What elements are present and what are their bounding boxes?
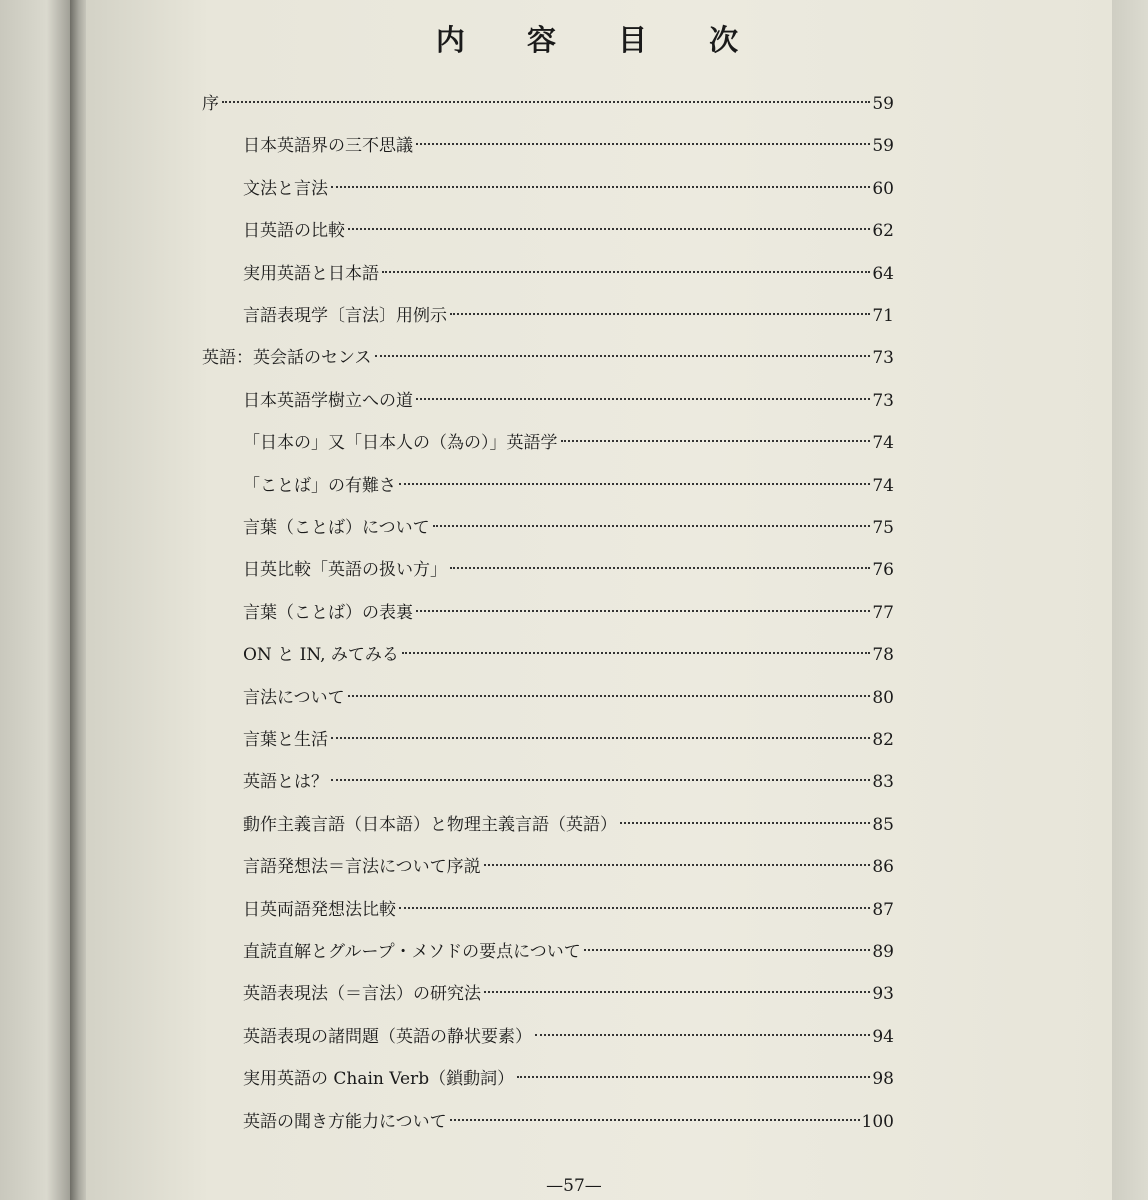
toc-entry-label: 日英両語発想法比較 [243, 899, 396, 920]
dot-leader [416, 143, 870, 145]
toc-entry-label: 言葉（ことば）について [243, 518, 430, 538]
toc-entry-label: 直読直解とグループ・メソドの要点について [243, 942, 581, 962]
toc-entry-page-number: 98 [872, 1069, 894, 1090]
dot-leader [484, 864, 871, 866]
toc-entry-label: ON と IN, みてみる [243, 645, 399, 666]
toc-entry-page-number: 59 [872, 94, 894, 114]
toc-entry-page-number: 73 [872, 390, 894, 411]
toc-entry-label: 「ことば」の有難さ [243, 475, 396, 496]
toc-entry-page-number: 76 [872, 560, 894, 581]
toc-entry [243, 133, 894, 159]
dot-leader [620, 822, 870, 824]
dot-leader [416, 610, 870, 612]
dot-leader [484, 991, 870, 993]
toc-entry-label: 言語発想法＝言法について序説 [243, 857, 481, 878]
dot-leader [517, 1076, 870, 1078]
toc-entry [243, 1024, 894, 1050]
toc-entry [243, 727, 894, 753]
toc-entry-page-number: 78 [872, 645, 894, 666]
toc-entry-page-number: 83 [872, 772, 894, 793]
toc-entry-label: 英語とは？ [243, 772, 328, 793]
toc-entry [243, 1066, 894, 1092]
toc-entry [243, 1109, 894, 1135]
dot-leader [399, 483, 870, 485]
dot-leader [402, 652, 870, 654]
toc-entry [243, 473, 894, 499]
toc-entry-page-number: 74 [872, 475, 894, 496]
page-number-footer: —57— [546, 1176, 602, 1196]
dot-leader [450, 1119, 860, 1121]
toc-entry [243, 769, 894, 795]
toc-entry [243, 218, 894, 244]
toc-entry-label: 言葉と生活 [243, 730, 328, 750]
toc-entry [243, 685, 894, 711]
toc-entry-label: 動作主義言語（日本語）と物理主義言語（英語） [243, 814, 617, 835]
dot-leader [433, 525, 871, 527]
toc-entry [243, 388, 894, 414]
toc-entry [243, 176, 894, 202]
toc-entry-label: 日本英語学樹立への道 [243, 390, 413, 411]
toc-entry-page-number: 89 [872, 942, 894, 962]
dot-leader [399, 907, 870, 909]
dot-leader [375, 355, 871, 357]
toc-entry-page-number: 75 [872, 518, 894, 538]
toc-entry-page-number: 87 [872, 899, 894, 920]
dot-leader [331, 779, 870, 781]
toc-entry-page-number: 93 [872, 984, 894, 1005]
toc-entry-label: 実用英語の Chain Verb（鎖動詞） [243, 1069, 515, 1090]
dot-leader [561, 440, 871, 442]
dot-leader [331, 737, 870, 739]
toc-entry-page-number: 59 [872, 136, 894, 157]
toc-entry-page-number: 94 [872, 1026, 894, 1047]
dot-leader [535, 1034, 870, 1036]
toc-entry-label: 日英語の比較 [243, 221, 345, 242]
dot-leader [450, 567, 870, 569]
toc-entry-label: 日英比較「英語の扱い方」 [243, 560, 447, 581]
toc-entry [243, 515, 894, 541]
dot-leader [222, 101, 870, 103]
toc-entry-label: 言葉（ことば）の表裏 [243, 602, 413, 623]
dot-leader [331, 186, 870, 188]
toc-entry-label: 言語表現学〔言法〕用例示 [243, 306, 447, 326]
toc-entry [243, 642, 894, 668]
toc-entry [202, 91, 894, 117]
toc-entry-page-number: 80 [872, 687, 894, 708]
dot-leader [450, 313, 870, 315]
toc-entry [243, 981, 894, 1007]
toc-entry-page-number: 60 [872, 178, 894, 199]
toc-entry-label: 文法と言法 [243, 178, 328, 199]
toc-entry-page-number: 74 [872, 433, 894, 454]
toc-entry-page-number: 71 [872, 306, 894, 326]
toc-entry-page-number: 62 [872, 221, 894, 242]
dot-leader [348, 695, 871, 697]
dot-leader [584, 949, 871, 951]
toc-entry-label: 序 [202, 94, 219, 114]
toc-entry [243, 939, 894, 965]
toc-entry-label: 言法について [243, 687, 345, 708]
toc-entry-page-number: 77 [872, 602, 894, 623]
toc-entry [243, 812, 894, 838]
toc-entry-label: 英語表現法（＝言法）の研究法 [243, 984, 481, 1005]
toc-entry [202, 345, 894, 371]
toc-entry [243, 600, 894, 626]
dot-leader [416, 398, 870, 400]
toc-entry-page-number: 64 [872, 263, 894, 284]
toc-entry-page-number: 73 [872, 348, 894, 369]
toc-entry [243, 430, 894, 456]
toc-entry-label: 実用英語と日本語 [243, 263, 379, 284]
dot-leader [348, 228, 870, 230]
toc-entry-page-number: 86 [872, 857, 894, 878]
toc-entry-label: 英語表現の諸問題（英語の静状要素） [243, 1026, 532, 1047]
toc-entry [243, 557, 894, 583]
toc-entry-page-number: 100 [861, 1111, 894, 1132]
toc-entry [243, 303, 894, 329]
toc-entry-label: 英語：英会話のセンス [202, 348, 372, 369]
page-title: 内 容 目 次 [435, 23, 765, 57]
toc-entry [243, 261, 894, 287]
dot-leader [382, 271, 870, 273]
toc-entry [243, 854, 894, 880]
toc-entry-label: 英語の聞き方能力について [243, 1111, 447, 1132]
toc-entry-page-number: 85 [872, 814, 894, 835]
toc-entry-label: 「日本の」又「日本人の（為の）」英語学 [243, 433, 558, 454]
toc-entry [243, 897, 894, 923]
toc-entry-page-number: 82 [872, 730, 894, 750]
toc-entry-label: 日本英語界の三不思議 [243, 136, 413, 157]
